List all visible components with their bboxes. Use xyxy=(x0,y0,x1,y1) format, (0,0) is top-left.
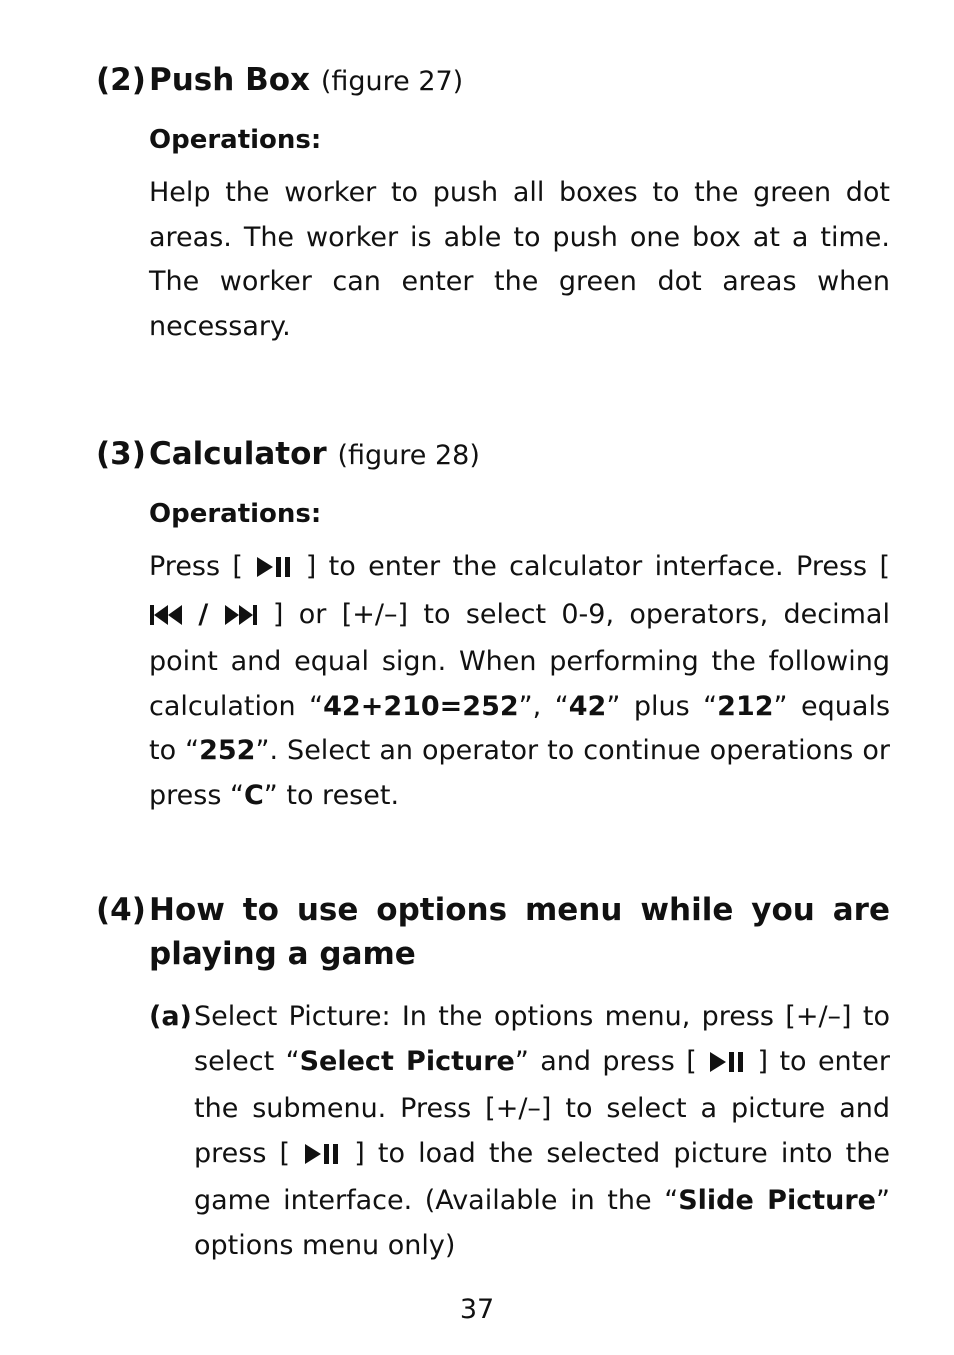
section-number: (2) xyxy=(96,62,146,98)
section-title: How to use options menu while you are playing a game xyxy=(149,892,890,972)
section-number: (3) xyxy=(96,436,146,472)
section-heading-options-menu xyxy=(96,888,890,976)
text-run: ” to reset. xyxy=(263,779,400,811)
text-run: Press [ xyxy=(149,551,243,582)
play-pause-icon xyxy=(255,548,293,593)
menu-option-name: Select Picture xyxy=(299,1045,515,1077)
page-number: 37 xyxy=(459,1294,495,1325)
text-run: ] to enter the submenu. Press [+/–] to select a picture and press [ xyxy=(194,1045,890,1169)
sub-item-letter: (a) xyxy=(149,1001,192,1032)
text-run: ”, “ xyxy=(518,690,569,722)
menu-name: Slide Picture xyxy=(678,1185,876,1217)
section-heading-push-box xyxy=(96,58,890,104)
operations-label: Operations: xyxy=(149,499,322,529)
previous-track-icon xyxy=(149,596,183,641)
text-run: ”. Select an operator to continue operations or press “ xyxy=(149,735,890,811)
play-pause-icon xyxy=(303,1135,341,1180)
next-track-icon xyxy=(224,596,258,641)
section-number: (4) xyxy=(96,892,146,928)
figure-reference: (figure 28) xyxy=(337,440,480,471)
text-run: ] or [+/–] to select 0-9, operators, decimal point and equal sign. When performing the following calculation “ xyxy=(149,598,890,722)
text-run: ” plus “ xyxy=(606,690,718,722)
calculator-description xyxy=(149,545,890,819)
section-title-text: Push Box xyxy=(149,62,311,98)
figure-reference: (figure 27) xyxy=(320,66,464,97)
text-run: ” options menu only) xyxy=(194,1185,890,1261)
section-title xyxy=(149,432,890,478)
section-heading-calculator xyxy=(96,432,890,478)
section-title xyxy=(149,58,890,104)
text-run: ” and press [ xyxy=(514,1045,697,1077)
operations-label: Operations: xyxy=(149,125,322,155)
sub-item-select-picture xyxy=(149,995,890,1269)
reset-key: C xyxy=(243,779,264,811)
text-run: Select Picture: In the options menu, press [+/–] to select “ xyxy=(194,1001,890,1077)
calc-example: 42+210=252 xyxy=(323,690,519,722)
calc-operand: 212 xyxy=(717,690,774,722)
calc-result: 252 xyxy=(199,735,256,767)
play-pause-icon xyxy=(708,1043,746,1088)
text-run: ] to enter the calculator interface. Press [ xyxy=(305,551,890,582)
section-title-text: Calculator xyxy=(149,436,327,472)
separator-slash: / xyxy=(198,598,209,630)
sub-item-text xyxy=(194,995,890,1269)
text-run: ” equals to “ xyxy=(149,690,891,767)
text-run: ] to load the selected picture into the game interface. (Available in the “ xyxy=(194,1137,890,1217)
calc-operand: 42 xyxy=(568,690,607,722)
push-box-description: Help the worker to push all boxes to the green dot areas. The worker is able to push one box at a time. The worker can enter the green dot areas when necessary. xyxy=(149,177,890,342)
